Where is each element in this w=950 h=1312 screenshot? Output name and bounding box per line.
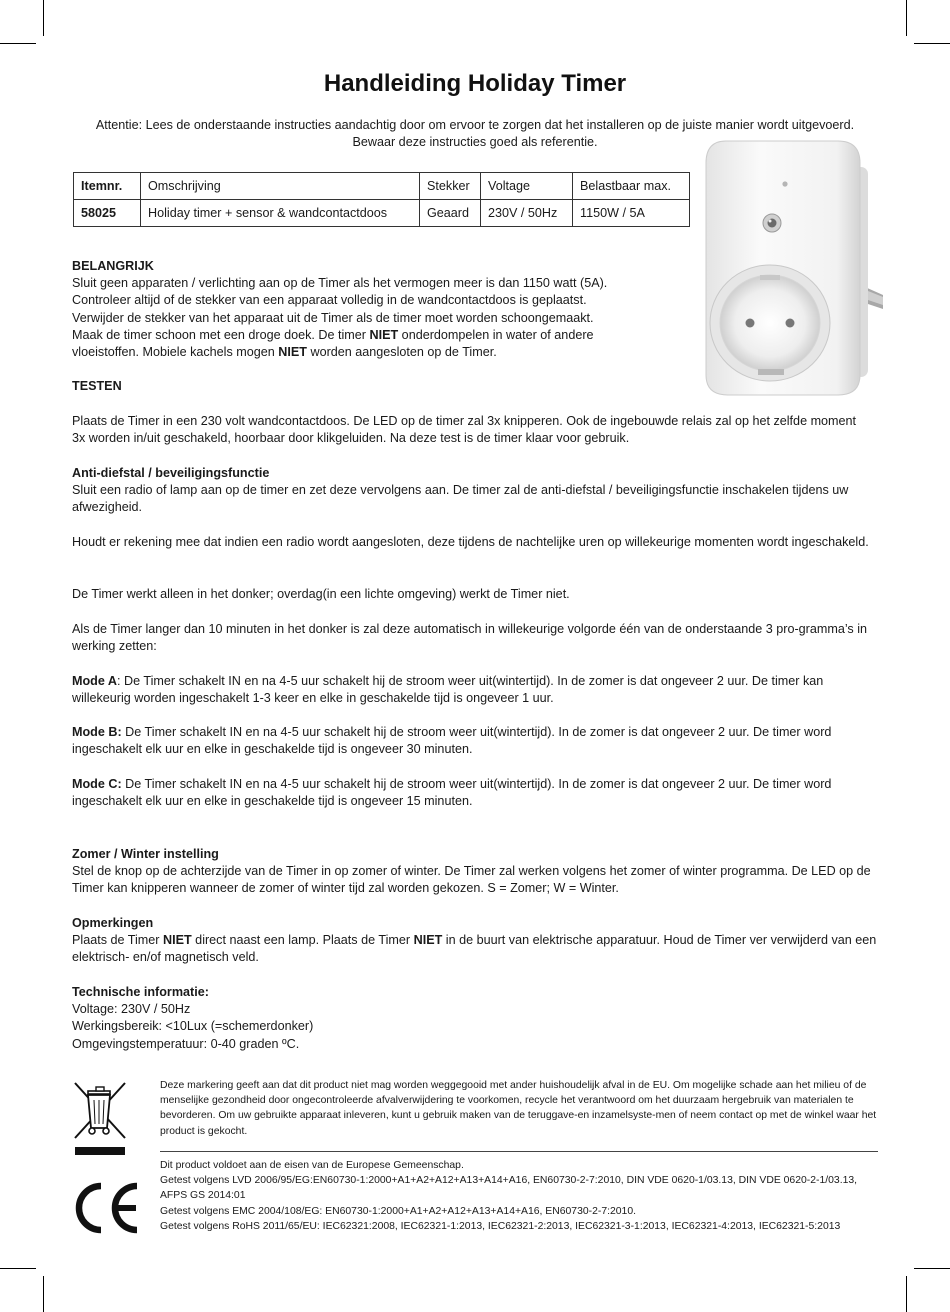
weee-disposal-text: Deze markering geeft aan dat dit product niet mag worden weggegooid met ander huishoudelijk afval in de EU. Om mogelijke schade aan het milieu of de menselijke gezondheid door ongecontroleerde afvalverwijdering te voorkomen, recycle het verantwoord om het duurzaam hergebruik van materialen te bevorderen. Om uw gebruikte apparaat inleveren, kunt u gebruik maken van de teruggave-en inzamelsyste-men of neem contact op met de winkel waar het product is gekocht. (160, 1080, 877, 1137)
belangrijk-line: Sluit geen apparaten / verlichting aan op de Timer als het vermogen meer is dan 1150 watt (5A). (72, 276, 608, 291)
table-header-row (74, 173, 690, 200)
text-run: in de buurt van elektrische apparatuur. Houd de Timer ver verwijderd van een elektrisch- en/of magnetisch veld. (72, 933, 877, 965)
emphasis-niet: NIET (369, 327, 399, 342)
ce-lvd-line: Getest volgens LVD 2006/95/EG:EN60730-1:2000+A1+A2+A12+A13+A14+A16, EN60730-2-7:2010, DIN VDE 0620-1/03.13, DIN VDE 0620-2-1/03.13, AFPS GS 2014:01 (160, 1175, 858, 1202)
table-cell: Geaard (420, 200, 481, 227)
table-cell: 58025 (74, 200, 141, 227)
text-run: vloeistoffen. Mobiele kachels mogen (72, 345, 279, 360)
spec-table (73, 172, 690, 227)
table-header-cell: Itemnr. (74, 173, 141, 200)
crop-mark (906, 0, 907, 36)
table-row (74, 200, 690, 227)
technische-info-section (72, 984, 672, 1053)
tech-range: Werkingsbereik: <10Lux (=schemerdonker) (72, 1019, 314, 1034)
crop-mark (0, 43, 36, 44)
antidiefstal-radio-text: Houdt er rekening mee dat indien een radio wordt aangesloten, deze tijdens de nachtelijke uren op willekeurige momenten wordt ingeschakeld. (72, 535, 869, 549)
table-header-cell: Belastbaar max. (573, 173, 690, 200)
antidiefstal-dark-text: De Timer werkt alleen in het donker; overdag(in een lichte omgeving) werkt de Timer niet. (72, 587, 570, 601)
antidiefstal-programs-text: Als de Timer langer dan 10 minuten in het donker is zal deze automatisch in willekeurige volgorde één van de onderstaande 3 pro-gramma’s in werking zetten: (72, 622, 868, 654)
belangrijk-line: Verwijder de stekker van het apparaat uit de Timer als de timer moet worden schoongemaakt. (72, 310, 594, 325)
opmerkingen-heading: Opmerkingen (72, 916, 154, 930)
crop-mark (43, 0, 44, 36)
mode-a (72, 673, 882, 707)
antidiefstal-section (72, 465, 872, 517)
mode-b (72, 724, 872, 758)
text-run: Maak de timer schoon met een droge doek. De timer (72, 327, 370, 342)
table-cell: 230V / 50Hz (481, 200, 573, 227)
mode-c (72, 776, 872, 810)
belangrijk-section (72, 258, 682, 361)
text-run: worden aangesloten op de Timer. (306, 345, 497, 360)
mode-text: : De Timer schakelt IN en na 4-5 uur schakelt hij de stroom weer uit(wintertijd). In de zomer is dat ongeveer 2 uur. De timer kan willekeurig worden ingeschakelt 1-3 keer en elke in geschakelde tijd is ongeveer 1 uur. (72, 674, 824, 706)
table-header-cell: Stekker (420, 173, 481, 200)
ce-rohs-line: Getest volgens RoHS 2011/65/EU: IEC62321:2008, IEC62321-1:2013, IEC62321-2:2013, IEC62321-3-1:2013, IEC62321-4:2013, IEC62321-5:2013 (160, 1220, 841, 1232)
ce-conformity-block (160, 1158, 880, 1234)
ce-statement: Dit product voldoet aan de eisen van de Europese Gemeenschap. (160, 1160, 464, 1171)
testen-heading: TESTEN (72, 379, 122, 393)
crop-mark (906, 1276, 907, 1312)
zomer-winter-section (72, 846, 872, 898)
belangrijk-line (72, 327, 682, 344)
mode-text: De Timer schakelt IN en na 4-5 uur schakelt hij de stroom weer uit(wintertijd). In de zomer is dat ongeveer 2 uur. De timer word ingeschakelt elk uur en elke in geschakelde tijd is ongeveer 30 minuten. (72, 725, 832, 757)
emphasis-niet: NIET (413, 933, 443, 948)
zomer-winter-heading: Zomer / Winter instelling (72, 847, 219, 861)
mode-text: De Timer schakelt IN en na 4-5 uur schakelt hij de stroom weer uit(wintertijd). In de zomer is dat ongeveer 2 uur. De timer word ingeschakelt elk uur en elke in geschakelde tijd is ongeveer 15 minuten. (72, 777, 832, 809)
antidiefstal-text: Sluit een radio of lamp aan op de timer en zet deze vervolgens aan. De timer zal de anti-diefstal / beveiligingsfunctie inschakelen tijdens uw afwezigheid. (72, 483, 849, 515)
belangrijk-line (72, 344, 682, 361)
opmerkingen-section (72, 915, 882, 967)
crop-mark (914, 43, 950, 44)
table-cell: 1150W / 5A (573, 200, 690, 227)
tech-voltage: Voltage: 230V / 50Hz (72, 1002, 191, 1017)
text-run: direct naast een lamp. Plaats de Timer (191, 933, 414, 948)
timer-product-image (700, 137, 885, 399)
text-run: Plaats de Timer (72, 933, 163, 948)
table-header-cell: Omschrijving (141, 173, 420, 200)
belangrijk-line: Controleer altijd of de stekker van een apparaat volledig in de wandcontactdoos is geplaatst. (72, 293, 587, 308)
page-title: Handleiding Holiday Timer (323, 70, 627, 97)
crop-mark (914, 1268, 950, 1269)
testen-text: Plaats de Timer in een 230 volt wandcontactdoos. De LED op de timer zal 3x knipperen. Ook de ingebouwde relais zal op het zelfde moment 3x worden in/uit geschakeld, hoorbaar door klikgeluiden. Na deze test is de timer klaar voor gebruik. (72, 414, 857, 446)
mode-label: Mode C: (72, 777, 122, 791)
ce-emc-line: Getest volgens EMC 2004/108/EG: EN60730-1:2000+A1+A2+A12+A13+A14+A16, EN60730-2-7:2010. (160, 1205, 637, 1217)
emphasis-niet: NIET (163, 933, 192, 948)
mode-label: Mode B: (72, 725, 122, 739)
crop-mark (43, 1276, 44, 1312)
crop-mark (0, 1268, 36, 1269)
emphasis-niet: NIET (278, 345, 307, 360)
belangrijk-heading: BELANGRIJK (72, 259, 154, 273)
table-header-cell: Voltage (481, 173, 573, 200)
tech-temperature: Omgevingstemperatuur: 0-40 graden ºC. (72, 1036, 300, 1051)
technische-info-heading: Technische informatie: (72, 985, 209, 999)
antidiefstal-heading: Anti-diefstal / beveiligingsfunctie (72, 466, 270, 480)
table-cell: Holiday timer + sensor & wandcontactdoos (141, 200, 420, 227)
testen-heading-block (72, 378, 872, 395)
footer-divider (160, 1151, 878, 1152)
mode-label: Mode A (72, 674, 118, 688)
ce-mark-icon (70, 1178, 142, 1238)
weee-bin-icon (72, 1080, 128, 1158)
attention-note: Attentie: Lees de onderstaande instructies aandachtig door om ervoor te zorgen dat het installeren op de juiste manier wordt uitgevoerd. Bewaar deze instructies goed als referentie. (95, 118, 855, 149)
zomer-winter-text: Stel de knop op de achterzijde van de Timer in op zomer of winter. De Timer zal werken volgens het zomer of winter programma. De LED op de Timer kan knipperen wanneer de zomer of winter tijd zal worden gekozen. S = Zomer; W = Winter. (72, 864, 871, 896)
text-run: onderdompelen in water of andere (398, 327, 594, 342)
